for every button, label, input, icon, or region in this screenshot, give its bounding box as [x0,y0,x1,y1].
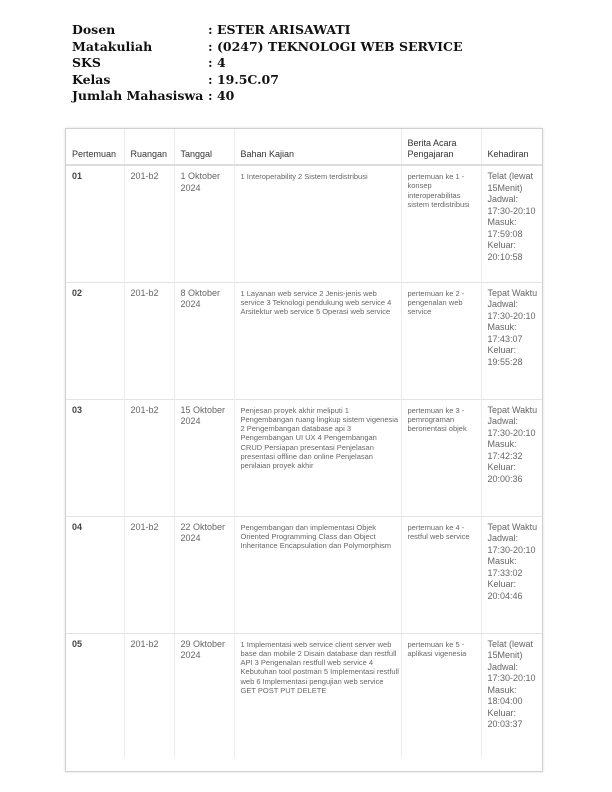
pertemuan-cell: 01 [66,165,124,282]
bahan-kajian-cell: 1 Implementasi web service client server web base dan mobile 2 Disain database dan restfull API 3 Pengenalan restfull web service 4 Kebutuhan tool postman 5 Implementasi restfull web 6 Implementasi pengujian web service GET POST PUT DELETE [234,633,401,758]
bahan-kajian-cell: 1 Interoperability 2 Sistem terdistribusi [234,165,401,282]
column-header-pertemuan: Pertemuan [66,129,124,165]
kehadiran-cell: Telat (lewat 15Menit) Jadwal: 17:30-20:10 Masuk: 18:04:00 Keluar: 20:03:37 [481,633,542,758]
kelas-value: : 19.5C.07 [208,71,279,87]
table-row [66,516,542,633]
tanggal-cell: 8 Oktober 2024 [174,282,234,399]
table-row [66,282,542,399]
table-row [66,165,542,282]
tanggal-cell: 1 Oktober 2024 [174,165,234,282]
ruangan-cell: 201-b2 [124,516,174,633]
jumlah-mahasiswa-label: Jumlah Mahasiswa [72,88,204,103]
kehadiran-cell: Tepat Waktu Jadwal: 17:30-20:10 Masuk: 17:43:07 Keluar: 19:55:28 [481,282,542,399]
matakuliah-label: Matakuliah [72,38,153,54]
ruangan-cell: 201-b2 [124,282,174,399]
ruangan-cell: 201-b2 [124,633,174,758]
dosen-label: Dosen [72,22,116,37]
pertemuan-cell: 02 [66,282,124,399]
ruangan-cell: 201-b2 [124,399,174,516]
pertemuan-cell: 05 [66,633,124,758]
ruangan-cell: 201-b2 [124,165,174,282]
column-header-ruangan: Ruangan [124,129,174,165]
kehadiran-cell: Telat (lewat 15Menit) Jadwal: 17:30-20:10 Masuk: 17:59:08 Keluar: 20:10:58 [481,165,542,282]
column-header-berita-acara: Berita Acara Pengajaran [401,129,481,165]
berita-acara-cell: pertemuan ke 4 - restful web service [401,516,481,633]
tanggal-cell: 29 Oktober 2024 [174,633,234,758]
matakuliah-value: : (0247) TEKNOLOGI WEB SERVICE [208,38,463,54]
berita-acara-cell: pertemuan ke 5 - aplikasi vigenesia [401,633,481,758]
kehadiran-cell: Tepat Waktu Jadwal: 17:30-20:10 Masuk: 17:33:02 Keluar: 20:04:46 [481,516,542,633]
column-header-kehadiran: Kehadiran [481,129,542,165]
attendance-table [66,129,542,758]
berita-acara-cell: pertemuan ke 2 - pengenalan web service [401,282,481,399]
table-header-row [66,129,542,165]
tanggal-cell: 22 Oktober 2024 [174,516,234,633]
tanggal-cell: 15 Oktober 2024 [174,399,234,516]
pertemuan-cell: 04 [66,516,124,633]
sks-label: SKS [72,55,101,70]
kelas-label: Kelas [72,71,111,87]
berita-acara-cell: pertemuan ke 3 - pemrograman berorientasi objek [401,399,481,516]
dosen-value: : ESTER ARISAWATI [208,22,351,37]
bahan-kajian-cell: 1 Layanan web service 2 Jenis-jenis web service 3 Teknologi pendukung web service 4 Arsitektur web service 5 Operasi web service [234,282,401,399]
table-row [66,633,542,758]
column-header-tanggal: Tanggal [174,129,234,165]
bahan-kajian-cell: Penjesan proyek akhir meliputi 1 Pengembangan ruang lingkup sistem vigenesia 2 Pengembangan database api 3 Pengembangan UI UX 4 Pengembangan CRUD Persiapan presentasi Penjelasan presentasi offline dan online Penjelasan penilaian proyek akhir [234,399,401,516]
jumlah-mahasiswa-value: : 40 [208,88,235,103]
column-header-bahan-kajian: Bahan Kajian [234,129,401,165]
pertemuan-cell: 03 [66,399,124,516]
sks-value: : 4 [208,55,226,70]
attendance-table-card [65,128,543,772]
kehadiran-cell: Tepat Waktu Jadwal: 17:30-20:10 Masuk: 17:42:32 Keluar: 20:00:36 [481,399,542,516]
document-header [72,22,463,105]
table-row [66,399,542,516]
bahan-kajian-cell: Pengembangan dan implementasi Objek Oriented Programming Class dan Object Inheritance Encapsulation dan Polymorphism [234,516,401,633]
berita-acara-cell: pertemuan ke 1 - konsep interoperabilitas sistem terdistribusi [401,165,481,282]
